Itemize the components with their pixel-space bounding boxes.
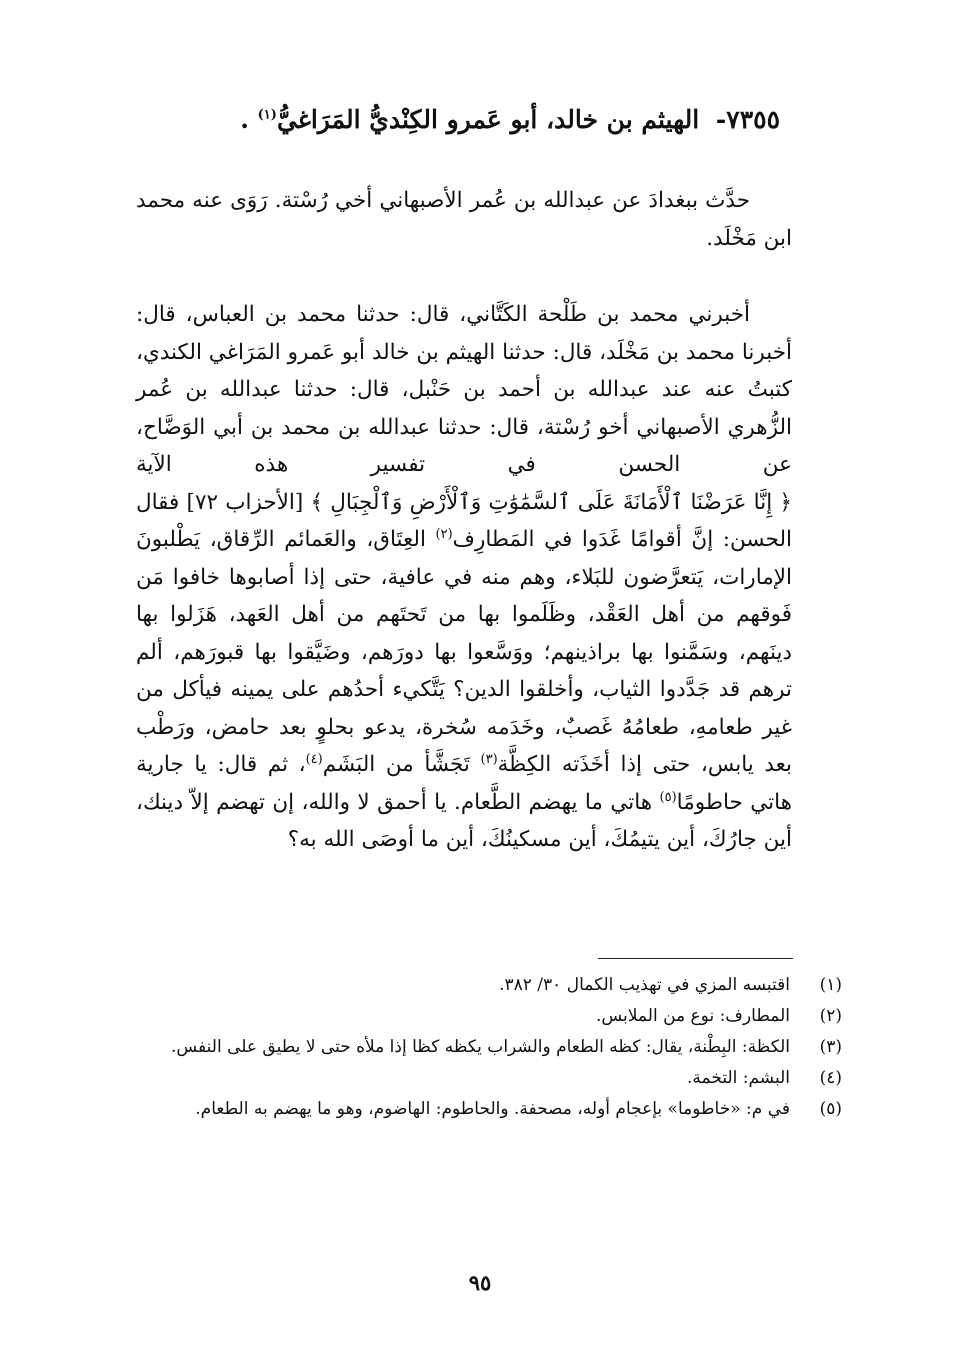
footnote-item	[136, 970, 842, 1001]
footnote-item	[136, 1063, 842, 1094]
narration-text-6: هاتي ما يهضم الطَّعام. يا أحمق لا والله، إن تهضم إلاّ دينك، أين جارُكَ، أين يتيمُكَ، أين مسكينُكَ، أين ما أوصَى الله به؟	[136, 789, 792, 852]
footnote-text: الكظة: البِطْنة، يقال: كظه الطعام والشراب يكظه كظا إذا ملأه حتى لا يطيق على النفس.	[170, 1037, 790, 1057]
entry-heading	[200, 100, 780, 140]
footnote-ref-2[interactable]: (٢)	[435, 526, 453, 542]
narration-paragraph	[136, 296, 792, 859]
heading-footnote-ref[interactable]: (١)	[257, 107, 277, 123]
footnote-ref-3[interactable]: (٣)	[480, 751, 498, 767]
heading-end-mark: .	[240, 105, 249, 134]
intro-text: حدَّث ببغدادَ عن عبدالله بن عُمر الأصبهاني أخي رُسْتة. رَوَى عنه محمد ابن مَخْلَد.	[136, 188, 792, 251]
footnote-item	[136, 1001, 842, 1032]
footnote-marker: (١)	[819, 975, 842, 995]
quran-verse: ﴿ إِنَّا عَرَضْنَا ٱلْأَمَانَةَ عَلَى ٱلسَّمَٰوَٰتِ وَٱلْأَرْضِ وَٱلْجِبَالِ ﴾	[310, 489, 792, 515]
footnote-divider	[598, 958, 793, 959]
footnote-text: في م: «خاطوما» بإعجام أوله، مصحفة. والحاطوم: الهاضوم، وهو ما يهضم به الطعام.	[195, 1099, 790, 1119]
footnote-text: اقتبسه المزي في تهذيب الكمال ٣٠/ ٣٨٢.	[499, 975, 790, 995]
footnote-item	[136, 1094, 842, 1125]
entry-number: ٧٣٥٥-	[715, 105, 780, 134]
footnote-ref-5[interactable]: (٥)	[659, 789, 677, 805]
page-number: ٩٥	[468, 1270, 492, 1295]
narration-text-5: ، ثم قال: يا جارية هاتي حاطومًا	[136, 752, 792, 815]
narration-text-4: تَجَشَّأ من البَشَم	[322, 752, 481, 777]
footnote-marker: (٤)	[819, 1068, 842, 1088]
footnote-marker: (٣)	[819, 1037, 842, 1057]
footnote-marker: (٥)	[819, 1099, 842, 1119]
footnote-item	[136, 1032, 842, 1063]
footnote-text: المطارف: نوع من الملابس.	[595, 1006, 790, 1026]
narration-chain: أخبرني محمد بن طَلْحة الكَتَّاني، قال: حدثنا محمد بن العباس، قال: أخبرنا محمد بن مَخْلَد، قال: حدثنا الهيثم بن خالد أبو عَمرو المَرَاغي الكندي، كتبتُ عنه عند عبدالله بن أحمد بن حَنْبل، قال: حدثنا عبدالله بن عُمر الزُّهري الأصبهاني أخو رُسْتة، قال: حدثنا عبدالله بن محمد بن أبي الوَضَّاح، عن الحسن في تفسير هذه الآية	[136, 302, 792, 477]
footnote-text: البشم: التخمة.	[687, 1068, 790, 1088]
narration-text-3: العِتَاق، والعَمائم الرِّقاق، يَطْلبونَ الإمارات، يَتعرَّضون للبَلاء، وهم منه في عافية، حتى إذا أصابوها خافوا مَن فَوقهم من أهل العَقْد، وظَلَموا بها من تَحتَهم من أهل العَهد، هَزَلوا بها دينَهم، وسَمَّنوا بها براذينهم؛ ووَسَّعوا بها دورَهم، وضَيَّقوا بها قبورَهم، ألم ترهم قد جَدَّدوا الثياب، وأخلقوا الدين؟ يَتَّكيء أحدُهم على يمينه فيأكل من غير طعامهِ، طعامُهُ غَصبٌ، وخَدَمه سُخرة، يدعو بحلوٍ بعد حامض، ورَطْب بعد يابس، حتى إذا أخَذَته الكِظَّة	[136, 527, 792, 777]
footnotes	[136, 970, 842, 1125]
entry-title: الهيثم بن خالد، أبو عَمرو الكِنْديُّ المَرَاغيُّ	[276, 105, 700, 134]
narration-text-2: [الأحزاب ٧٢] فقال الحسن: إنَّ أقوامًا غَدَوا في المَطارِف	[136, 489, 792, 552]
footnote-marker: (٢)	[819, 1006, 842, 1026]
footnote-ref-4[interactable]: (٤)	[305, 751, 323, 767]
intro-paragraph	[136, 182, 792, 257]
